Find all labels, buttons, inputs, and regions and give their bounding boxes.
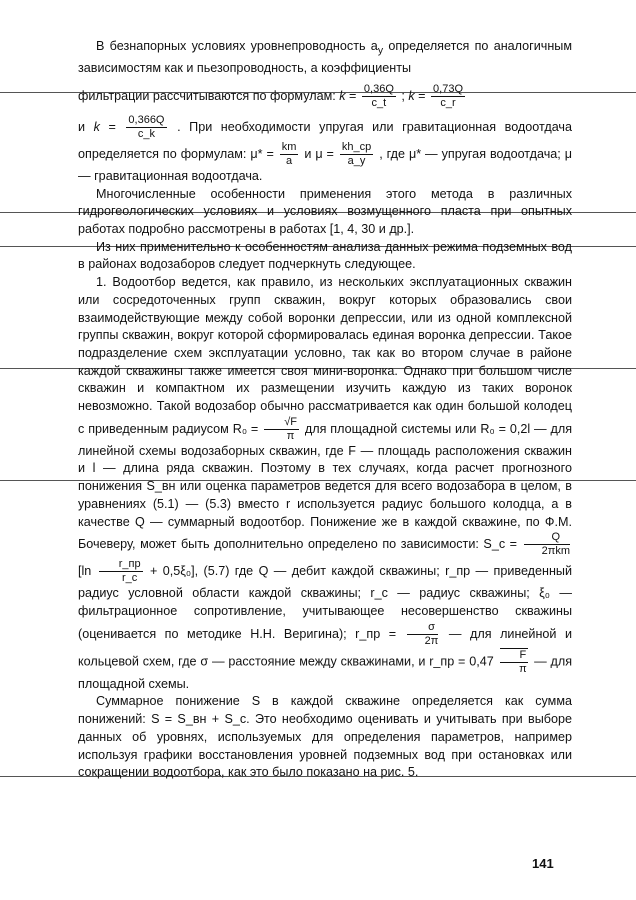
- text: фильтрации рассчитываются по формулам:: [78, 88, 336, 103]
- paragraph-4: [78, 274, 572, 693]
- paragraph-1: [78, 38, 572, 78]
- text: y: [377, 44, 384, 57]
- fraction: $\frac{km}{a}$: [281, 140, 297, 167]
- fraction: $\frac{r\_пр}{r\_c}$: [99, 558, 143, 585]
- text: определяется по аналогичным зависимостям как и пьезопроводность, а коэффициенты: [78, 39, 573, 76]
- text: дебит каждой скважины; r_пр — приведенный радиус условной области каждой скважины; r_c — радиус скважины; ξ₀ — фильтрационное сопротивление, учитывающее несовершенство скважины (оценивается по методике Н.Н. Веригина); r_пр =: [78, 564, 573, 641]
- text: В безнапорных условиях уровнепроводность a: [96, 39, 378, 53]
- fraction: $\frac{0,73Q}{c\_r}$: [433, 83, 463, 110]
- text: . При необходимости упругая или гравитационная водоотдача определяется по формулам:: [78, 119, 572, 161]
- text: 1. Водоотбор ведется, как правило, из нескольких эксплуатационных скважин или сосредоточенных групп скважин, вокруг которых образовались свои взаимодействующие между собой воронки депрессии, или из одной комплексной группы скважин, вокруг которой сформировалась единая воронка депрессии. Такое подразделение схем эксплуатации условно, так как во втором случае в районе каждой скважины также имеется своя мини-воронка. Однако при большом числе скважин и компактном их размещении изучить каждую из таких воронок невозможно. Такой водозабор обычно рассматривается как один большой колодец с приведенным радиусом R₀ =: [78, 275, 572, 436]
- fraction: $\frac{0,366Q}{c\_k}$: [128, 113, 165, 140]
- paragraph-5: Суммарное понижение S в каждой скважине определяется как сумма понижений: S = S_вн + S_c. Это необходимо оценивать и учитывать при выборе данных об уровнях, используемых для определения параметров, например используя графики восстановления уровней подземных вод при остановках или сокращении водоотбора, как это было показано на рис. 5.: [78, 694, 572, 780]
- fraction: $\frac{√F}{\pi}$: [264, 416, 299, 443]
- fraction: $\frac{0,36Q}{c\_t}$: [363, 83, 394, 110]
- fraction: $\frac{kh\_ср}{a\_y}$: [341, 140, 372, 167]
- fraction: $\frac{Q}{\text{2πkm}}$: [524, 531, 570, 558]
- page-body: [78, 38, 572, 782]
- paragraph-2: Многочисленные особенности применения этого метода в различных гидрогеологических условиях и условиях возмущенного пласта при опытных работах подробно рассмотрены в работах [1, 4, 30 и др.].: [78, 186, 572, 237]
- formula-line-k: фильтрации рассчитываются по формулам: k = $\frac{0,36Q}{c\_t}$ ; k = $\frac{0,73Q}{c\_r}$: [78, 83, 463, 110]
- text: + 0,5ξ₀], (5.7) где Q —: [149, 564, 287, 579]
- fraction: $\frac{\sigma}{2\pi}$: [407, 621, 439, 648]
- fraction-sqrt: $\frac{F}{\pi}$: [500, 648, 529, 676]
- text: , где μ* — упругая водоотдача; μ — гравитационная водоотдача.: [78, 146, 573, 183]
- formula-line-k3: и k = $\frac{0,366Q}{c\_k}$ . При необходимости упругая или гравитационная водоотдача определяется по формулам: μ* = $\frac{km}{a}$ и μ = $\frac{kh\_ср}{a\_y}$ , где μ* — упругая водоотдача; μ — гравитационная водоотдача.: [78, 113, 573, 183]
- text: — для линейной и кольцевой схем, где σ — расстояние между скважинами, и r_пр = 0,47: [78, 626, 573, 669]
- text: для площадной системы или R₀ = 0,2l — для линейной схемы водозаборных скважин, где F — площадь расположения скважин и l — длина ряда скважин. Поэтому в тех случаях, когда расчет прогнозного понижения S_вн или оценка параметров ведется для всего водозабора в целом, в уравнениях (5.1) — (5.3) вместо r используется радиус большого колодца, а в качестве Q — суммарный водоотбор. Понижение же в каждой скважине, по Ф.М. Бочеверу, может быть дополнительно определено по зависимости: S_c =: [78, 421, 573, 552]
- page-number: 141: [532, 856, 554, 871]
- text: — для площадной схемы.: [78, 654, 573, 691]
- text: [ln: [78, 564, 92, 579]
- paragraph-3: Из них применительно к особенностям анализа данных режима подземных вод в районах водозаборов следует подчеркнуть следующее.: [78, 239, 572, 272]
